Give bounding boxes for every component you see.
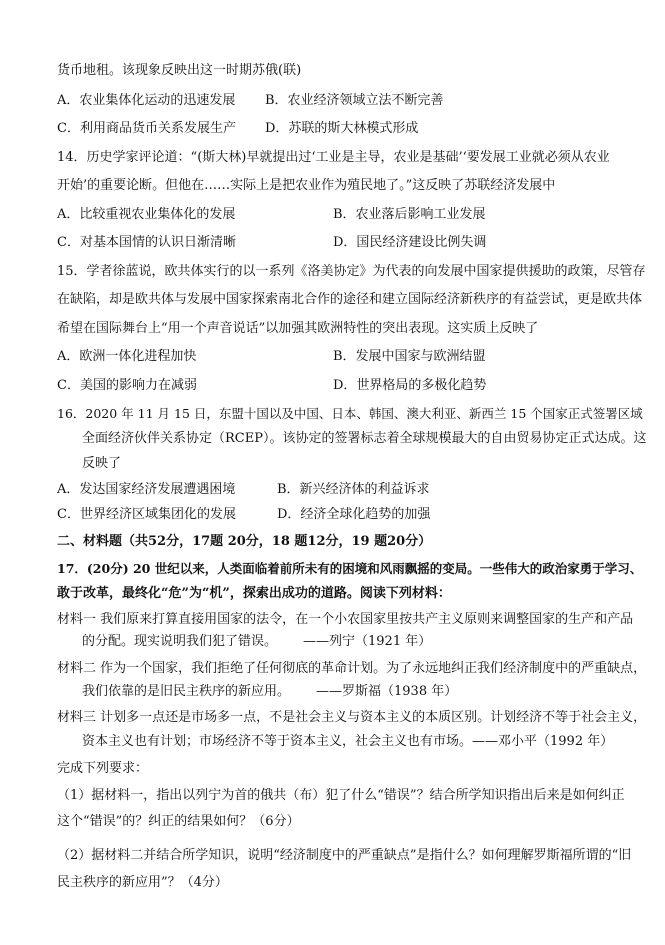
q17-material2-attribution: ——罗斯福（1938 年） <box>316 684 458 699</box>
q16-option-b: B．新兴经济体的利益诉求 <box>277 482 430 497</box>
q16-option-d: D．经济全球化趋势的加强 <box>277 507 431 522</box>
q17-intro-line2: 敢于改革，最终化“危”为“机”，探索出成功的道路。阅读下列材料： <box>57 586 451 601</box>
q14-option-a: A．比较重视农业集体化的发展 <box>57 207 236 222</box>
q14-option-b: B．农业落后影响工业发展 <box>333 207 486 222</box>
q15-stem-line1: 15．学者徐蓝说，欧共体实行的以一系列《洛美协定》为代表的向发展中国家提供援助的政策，尽管存 <box>57 264 646 279</box>
q14-option-d: D．国民经济建设比例失调 <box>333 235 487 250</box>
q17-task-heading: 完成下列要求： <box>57 761 149 776</box>
q16-stem-line1: 16．2020 年 11 月 15 日，东盟十国以及中国、日本、韩国、澳大利亚、新西兰 15 个国家正式签署区域 <box>57 406 643 421</box>
q17-sub2-line1: （2）据材料二并结合所学知识，说明“经济制度中的严重缺点”是指什么？如何理解罗斯福所谓的“旧 <box>57 848 632 863</box>
q13-stem-continued: 货币地租。该现象反映出这一时期苏俄(联) <box>57 63 302 78</box>
q17-material2-text: 我们依靠的是旧民主秩序的新应用。 <box>82 684 291 699</box>
section-2-heading: 二、材料题（共52分，17题 20分，18 题12分，19 题20分） <box>57 534 432 549</box>
q17-material1-text: 的分配。现实说明我们犯了错误。 <box>82 634 278 649</box>
q16-option-c: C．世界经济区域集团化的发展 <box>57 507 236 522</box>
q17-material1-attribution: ——列宁（1921 年） <box>303 634 432 649</box>
q17-material3-line1: 材料三 计划多一点还是市场多一点，不是社会主义与资本主义的本质区别。计划经济不等于社会主义， <box>57 710 647 725</box>
q15-option-d: D．世界格局的多极化趋势 <box>333 378 487 393</box>
q14-option-c: C．对基本国情的认识日渐清晰 <box>57 235 236 250</box>
q15-stem-line3: 希望在国际舞台上“用一个声音说话”以加强其欧洲特性的突出表现。这实质上反映了 <box>57 321 539 336</box>
q13-option-b: B．农业经济领域立法不断完善 <box>265 93 444 108</box>
q14-stem-line2: 开始’的重要论断。但他在……实际上是把农业作为殖民地了。”这反映了苏联经济发展中 <box>57 178 556 193</box>
q17-sub1-line2: 这个“错误”的？纠正的结果如何？（6分） <box>57 814 300 829</box>
q17-sub2-line2: 民主秩序的新应用”？（4分） <box>57 875 228 890</box>
q13-option-a: A．农业集体化运动的迅速发展 <box>57 93 236 108</box>
q17-intro-line1: 17．(20分) 20 世纪以来，人类面临着前所未有的困境和风雨飘摇的变局。一些伟大的政治家勇于学习、 <box>57 561 643 576</box>
q17-material3-line2: 资本主义也有计划；市场经济不等于资本主义，社会主义也有市场。——邓小平（1992 年） <box>82 734 614 749</box>
q13-option-c: C．利用商品货币关系发展生产 <box>57 121 236 136</box>
q15-option-a: A．欧洲一体化进程加快 <box>57 349 197 364</box>
q17-material1-line2 <box>82 633 431 651</box>
q15-option-b: B．发展中国家与欧洲结盟 <box>333 349 486 364</box>
q17-sub1-line1: （1）据材料一，指出以列宁为首的俄共（布）犯了什么“错误”？结合所学知识指出后来是如何纠正 <box>57 788 625 803</box>
q13-option-d: D．苏联的斯大林模式形成 <box>265 121 419 136</box>
q17-material2-line1: 材料二 作为一个国家，我们拒绝了任何彻底的革命计划。为了永远地纠正我们经济制度中的严重缺点， <box>57 661 647 676</box>
q17-material1-line1: 材料一 我们原来打算直接用国家的法令，在一个小农国家里按共产主义原则来调整国家的生产和产品 <box>57 612 634 627</box>
q14-stem-line1: 14．历史学家评论道：“(斯大林)早就提出过‘工业是主导，农业是基础’‘要发展工业就必须从农业 <box>57 150 610 165</box>
q15-stem-line2: 在缺陷，却是欧共体与发展中国家探索南北合作的途径和建立国际经济新秩序的有益尝试，更是欧共体 <box>57 292 643 307</box>
q15-option-c: C．美国的影响力在减弱 <box>57 378 197 393</box>
q17-material2-line2 <box>82 683 457 701</box>
q16-stem-line2: 全面经济伙伴关系协定（RCEP）。该协定的签署标志着全球规模最大的自由贸易协定正式达成。这 <box>82 431 647 446</box>
q16-stem-line3: 反映了 <box>82 456 122 471</box>
q16-option-a: A．发达国家经济发展遭遇困境 <box>57 482 236 497</box>
